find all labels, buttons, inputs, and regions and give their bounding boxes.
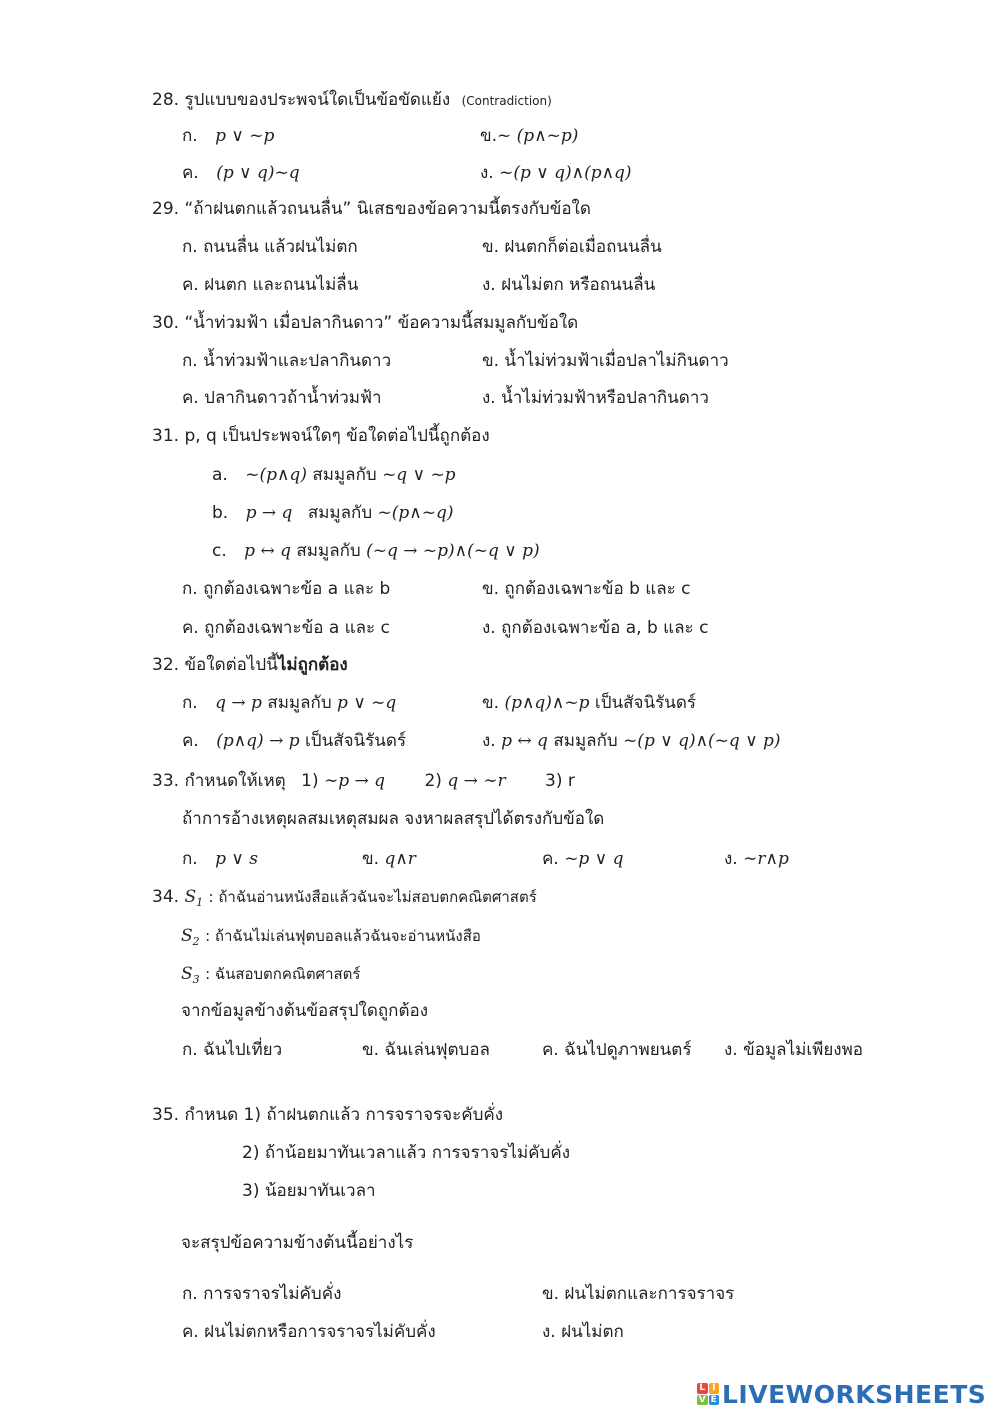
- q31-option-b[interactable]: ข. ถูกต้องเฉพาะข้อ b และ c: [482, 579, 691, 599]
- q31-option-c[interactable]: ค. ถูกต้องเฉพาะข้อ a และ c: [182, 618, 390, 638]
- q30-option-c[interactable]: ค. ปลากินดาวถ้าน้ำท่วมฟ้า: [182, 388, 382, 408]
- q32-stem: 32. ข้อใดต่อไปนี้ไม่ถูกต้อง: [152, 655, 348, 675]
- q33-option-d[interactable]: ง. ∼r∧p: [724, 849, 789, 869]
- q35-premise-3: 3) น้อยมาทันเวลา: [242, 1181, 376, 1201]
- q29-option-a[interactable]: ก. ถนนลื่น แล้วฝนไม่ตก: [182, 237, 358, 257]
- q28-option-c[interactable]: ค. (p ∨ q)~q: [182, 163, 300, 183]
- q33-stem: 33. กำหนดให้เหตุ 1) ∼p → q 2) q → ∼r 3) r: [152, 771, 575, 791]
- q32-option-a[interactable]: ก. q → p สมมูลกับ p ∨ ~q: [182, 693, 397, 713]
- liveworksheets-logo-text: LIVEWORKSHEETS: [722, 1379, 987, 1409]
- q35-question: จะสรุปข้อความข้างต้นนี้อย่างไร: [181, 1233, 414, 1253]
- q34-option-a[interactable]: ก. ฉันไปเที่ยว: [182, 1040, 283, 1060]
- q31-option-a[interactable]: ก. ถูกต้องเฉพาะข้อ a และ b: [182, 579, 391, 599]
- q30-option-d[interactable]: ง. น้ำไม่ท่วมฟ้าหรือปลากินดาว: [482, 388, 709, 408]
- q29-option-b[interactable]: ข. ฝนตกก็ต่อเมื่อถนนลื่น: [482, 237, 662, 257]
- q31-statement-c: c. p ↔ q สมมูลกับ (~q → ~p)∧(~q ∨ p): [212, 541, 540, 561]
- q28-option-d[interactable]: ง. ~(p ∨ q)∧(p∧q): [480, 163, 632, 183]
- q34-option-b[interactable]: ข. ฉันเล่นฟุตบอล: [362, 1040, 490, 1060]
- q35-option-a[interactable]: ก. การจราจรไม่คับคั่ง: [182, 1284, 342, 1304]
- q34-s1: 34. $S_1$ : ถ้าฉันอ่านหนังสือแล้วฉันจะไม่สอบตกคณิตศาสตร์: [152, 887, 537, 909]
- q32-stem-emphasis: ไม่ถูกต้อง: [277, 655, 348, 675]
- q29-stem: 29. “ถ้าฝนตกแล้วถนนลื่น” นิเสธของข้อความนี้ตรงกับข้อใด: [152, 199, 591, 219]
- q28-option-a[interactable]: ก. p ∨ ~p: [182, 126, 275, 146]
- q33-option-b[interactable]: ข. q∧r: [362, 849, 416, 869]
- logo-mark-letter: V: [698, 1394, 706, 1405]
- q31-stem: 31. p, q เป็นประพจน์ใดๆ ข้อใดต่อไปนี้ถูกต้อง: [152, 426, 490, 446]
- q30-stem: 30. “น้ำท่วมฟ้า เมื่อปลากินดาว” ข้อความนี้สมมูลกับข้อใด: [152, 313, 579, 333]
- q35-stem: 35. กำหนด 1) ถ้าฝนตกแล้ว การจราจรจะคับคั่ง: [152, 1105, 504, 1125]
- q31-option-d[interactable]: ง. ถูกต้องเฉพาะข้อ a, b และ c: [482, 618, 709, 638]
- q35-option-c[interactable]: ค. ฝนไม่ตกหรือการจราจรไม่คับคั่ง: [182, 1322, 436, 1342]
- liveworksheets-logo-mark-icon: [697, 1383, 719, 1405]
- q33-question: ถ้าการอ้างเหตุผลสมเหตุสมผล จงหาผลสรุปได้ตรงกับข้อใด: [182, 809, 605, 829]
- q34-s3: $S_3$ : ฉันสอบตกคณิตศาสตร์: [181, 964, 361, 986]
- q28-stem: 28. รูปแบบของประพจน์ใดเป็นข้อขัดแย้ง (Contradiction): [152, 90, 552, 110]
- q33-option-a[interactable]: ก. p ∨ s: [182, 849, 258, 869]
- q35-option-d[interactable]: ง. ฝนไม่ตก: [542, 1322, 624, 1342]
- q34-s2: $S_2$ : ถ้าฉันไม่เล่นฟุตบอลแล้วฉันจะอ่านหนังสือ: [181, 926, 481, 948]
- q31-statement-a: a. ~(p∧q) สมมูลกับ ~q ∨ ~p: [212, 465, 456, 485]
- q30-option-a[interactable]: ก. น้ำท่วมฟ้าและปลากินดาว: [182, 351, 392, 371]
- q28-option-b[interactable]: ข.~ (p∧~p): [480, 126, 579, 146]
- q35-option-b[interactable]: ข. ฝนไม่ตกและการจราจร: [542, 1284, 735, 1304]
- q33-option-c[interactable]: ค. ~p ∨ q: [542, 849, 624, 869]
- q28-note: (Contradiction): [461, 94, 552, 108]
- logo-mark-letter: E: [709, 1395, 720, 1406]
- q34-option-d[interactable]: ง. ข้อมูลไม่เพียงพอ: [724, 1040, 864, 1060]
- q32-option-d[interactable]: ง. p ↔ q สมมูลกับ ~(p ∨ q)∧(~q ∨ p): [482, 731, 781, 751]
- logo-mark-letter: I: [709, 1383, 720, 1394]
- q29-option-d[interactable]: ง. ฝนไม่ตก หรือถนนลื่น: [482, 275, 656, 295]
- q32-option-c[interactable]: ค. (p∧q) → p เป็นสัจนิรันดร์: [182, 731, 407, 751]
- logo-mark-letter: L: [697, 1383, 708, 1394]
- liveworksheets-logo[interactable]: [697, 1379, 986, 1409]
- q32-option-b[interactable]: ข. (p∧q)∧~p เป็นสัจนิรันดร์: [482, 693, 696, 713]
- q30-option-b[interactable]: ข. น้ำไม่ท่วมฟ้าเมื่อปลาไม่กินดาว: [482, 351, 729, 371]
- q29-option-c[interactable]: ค. ฝนตก และถนนไม่ลื่น: [182, 275, 359, 295]
- q34-option-c[interactable]: ค. ฉันไปดูภาพยนตร์: [542, 1040, 692, 1060]
- q35-premise-2: 2) ถ้าน้อยมาทันเวลาแล้ว การจราจรไม่คับคั่ง: [242, 1143, 570, 1163]
- q34-question: จากข้อมูลข้างต้นข้อสรุปใดถูกต้อง: [181, 1001, 428, 1021]
- q31-statement-b: b. p → q สมมูลกับ ~(p∧~q): [212, 503, 454, 523]
